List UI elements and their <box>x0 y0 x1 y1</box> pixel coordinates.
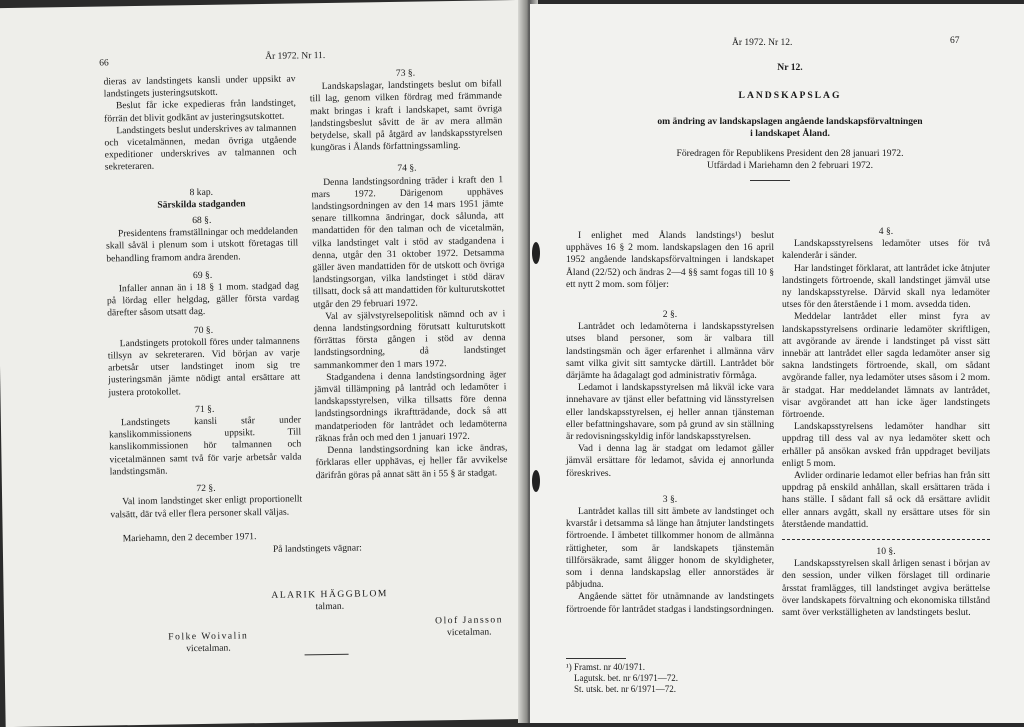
section-2-p1: Lantrådet och ledamöterna i landskapsstyrelsen utses bland personer, som är valbara till landstingsmän och äger erfarenhet i allmänna värv samt vilka givit sitt samtycke därtill. Lantrådet bör därjämte ha ådagalagt god administrativ förmåga. <box>566 321 774 382</box>
section-69-text: Infaller annan än i 18 § 1 mom. stadgad dag på lördag eller helgdag, gäller första vardag därefter såsom utsatt dag. <box>106 280 300 319</box>
section-4-p3: Meddelar lantrådet eller minst fyra av landskapsstyrelsens ordinarie ledamöter skriftligen, att avgörande av ärende i landstinget på visst sätt innebär att lantrådet eller sagda ledamöter anser sig sakna landstingets förtroende, skall, om sådant avgörande faller, nya ledamöter utses såsom i 2 mom. är stadgat. Har meddelandet lämnats av lantrådet, visar avgörandet att han icke äger landstingets förtroende. <box>782 311 990 421</box>
paragraph: dieras av landstingets kansli under uppsikt av landstingets justeringsutskott. <box>103 73 296 100</box>
left-column-2 <box>309 66 507 482</box>
section-74-p3: Stadgandena i denna landstingsordning äger jämväl tillämpning på lantråd och ledamöter i landskapsstyrelsen, vilka tillsatts före denna landstingsordnings ikraftträdande, dock så att mandatperioden för lantrådet och ledamöterna räknas från och med den 1 januari 1972. <box>314 369 508 445</box>
title-rule <box>750 180 790 181</box>
section-72: 72 §. <box>196 482 216 495</box>
footnotes <box>566 662 774 695</box>
intro-text: I enlighet med Ålands landstings¹) beslut upphäves 16 § 2 mom. landskapslagen den 16 april 1952 angående landskapsförvaltningen i landskapet Åland (22/52) och ändras 2—4 §§ samt fogas till 10 § ett nytt 2 mom. som följer: <box>566 230 774 290</box>
chapter-number: 8 kap. <box>189 186 214 198</box>
section-10: 10 §. <box>876 546 896 558</box>
left-column-1 <box>103 73 302 545</box>
act-number: Nr 12. <box>777 62 803 73</box>
act-subtitle-line-2: i landskapet Åland. <box>750 128 830 139</box>
act-title: LANDSKAPSLAG <box>738 90 842 101</box>
section-72-text: Val inom landstinget sker enligt proportionellt valsätt, där två eller flera personer skall väljas. <box>110 493 303 520</box>
issued-date: Utfärdad i Mariehamn den 2 februari 1972. <box>707 160 873 171</box>
section-10-text: Landskapsstyrelsen skall årligen senast i början av den session, under vilken förslaget till ordinarie årsstat framlägges, till landstinget avgiva berättelse över landskapets förvaltning och ekonomiska tillstånd samt över verkställigheten av landstingets beslut. <box>782 558 990 619</box>
right-page-number: 67 <box>950 36 960 46</box>
section-74-p1: Denna landstingsordning träder i kraft den 1 mars 1972. Därigenom upphäves landstingsordningen av den 14 mars 1951 jämte senare tillkomna ändringar, dock sålunda, att mandattiden för den talman och de vicetalmän, vilka landstinget valt i stöd av stadgandena i denna, utgår den 31 oktober 1972. Detsamma gäller även mandattiden för de utskott och övriga landstingsorgan, vilka landstinget i stöd därav tillsatt, dock så att mandattiden för kulturutskottet utgår den 29 februari 1972. <box>311 173 505 310</box>
section-4-p2: Har landstinget förklarat, att lantrådet icke åtnjuter landstingets förtroende, skall landstinget jämväl utse ny landskapsstyrelse. Därvid skall nya ledamöter utses för den återstående i 1 mom. avsedda tiden. <box>782 262 990 311</box>
section-3-p2: Angående sättet för utnämnande av landstingets förtroende för lantrådet stadgas i landstingsordningen. <box>566 591 774 615</box>
vice-speaker-1-name: Folke Woivalin <box>168 630 249 643</box>
paragraph: Beslut får icke expedieras från landstinget, förrän det blivit godkänt av justeringsutskottet. <box>104 97 297 125</box>
footnote-1: ¹) Framst. nr 40/1971. <box>566 662 645 672</box>
section-2-p2: Ledamot i landskapsstyrelsen må likväl icke vara innehavare av tjänst eller befattning vid länsstyrelsen eller landskapsstyrelsen, ej heller annan tjänsteman eller befattningshavare, som på grund av sin ställning är redovisningsskyldig inför landskapsstyrelsen. <box>566 382 774 443</box>
left-page-header: År 1972. Nr 11. <box>265 51 326 62</box>
section-2-p3: Vad i denna lag är stadgat om ledamot gäller jämväl ersättare för ledamot, såvida ej annorlunda föreskrives. <box>566 443 774 479</box>
footnote-rule <box>566 658 626 659</box>
section-74-p2: Val av självstyrelsepolitisk nämnd och av i denna landstingsordning förutsatt kulturutskott förrättas första gången i stöd av denna landstingsordning, då landstinget sammankommer den 1 mars 1972. <box>313 308 506 371</box>
section-4-p5: Avlider ordinarie ledamot eller befrias han från sitt uppdrag på enskild anhållan, skall ersättaren träda i hans ställe. I sådant fall så ock då ersättare avlidit eller annars avgått, skall ny ersättare utses för sin återstående mandattid. <box>782 470 990 530</box>
section-74-p4: Denna landstingsordning kan icke ändras, förklaras eller upphävas, ej heller får avvikelse därifrån göras på annat sätt än i 55 § är stadgat. <box>315 442 508 481</box>
section-2: 2 §. <box>662 309 678 321</box>
section-71: 71 §. <box>195 403 215 415</box>
section-71-text: Landstingets kansli står under kanslikommissionens uppsikt. Till kanslikommissionen hör talmannen och vicetalmännen samt två för varje arbetsår valda landstingsmän. <box>109 414 302 478</box>
chapter-title: Särskilda stadganden <box>157 198 246 211</box>
right-column-1 <box>566 230 774 616</box>
omission-rule <box>782 539 990 540</box>
section-69: 69 §. <box>192 269 213 281</box>
section-73-text: Landskapslagar, landstingets beslut om bifall till lag, genom vilken fördrag med främmande makt bringas i kraft i landskapet, samt övriga landstingsbeslut såvitt de är av mera allmän betydelse, skall på åtgärd av landskapsstyrelsen kungöras i Ålands författningssamling. <box>309 78 503 154</box>
speaker-name: ALARIK HÄGGBLOM <box>271 588 388 601</box>
end-rule <box>305 654 349 656</box>
on-behalf-label: På landstingets vägnar: <box>272 542 362 555</box>
section-73: 73 §. <box>395 67 416 79</box>
footnote-2: Lagutsk. bet. nr 6/1971—72. <box>574 673 678 683</box>
place-date: Mariehamn, den 2 december 1971. <box>122 530 257 544</box>
section-3: 3 §. <box>662 493 678 505</box>
section-70: 70 §. <box>193 324 214 336</box>
section-70-text: Landstingets protokoll föres under talmannens tillsyn av sekreteraren. Vid början av varje arbetsår utser landstinget inom sig tre justeringsmän jämte nödigt antal ersättare att justera protokollet. <box>107 335 301 399</box>
vice-speaker-2-title: vicetalman. <box>446 626 492 639</box>
left-page-number: 66 <box>99 58 109 69</box>
section-4-p1: Landskapsstyrelsens ledamöter utses för två kalenderår i sänder. <box>782 238 990 262</box>
section-68-text: Presidentens framställningar och meddelanden skall såväl i plenum som i utskott företagas till behandling framom andra ärenden. <box>106 225 299 265</box>
punch-hole <box>532 242 540 264</box>
vice-speaker-2-name: Olof Jansson <box>435 614 504 627</box>
section-4-p4: Landskapsstyrelsens ledamöter handhar sitt uppdrag till dess val av nya ledamöter skett och erhåller på ansökan avsked från uppdraget beviljats enligt 5 mom. <box>782 421 990 469</box>
speaker-title: talman. <box>315 600 345 613</box>
right-page-header: År 1972. Nr 12. <box>732 38 793 48</box>
vice-speaker-1-title: vicetalman. <box>186 642 231 655</box>
presented-date: Föredragen för Republikens President den 28 januari 1972. <box>676 148 904 159</box>
punch-hole <box>532 470 540 492</box>
paragraph: Landstingets beslut underskrives av talmannen och vicetalmännen, medan övriga utgående expeditioner underskrives av talmannen och sekreteraren. <box>104 122 297 173</box>
section-68: 68 §. <box>192 214 212 227</box>
section-3-p1: Lantrådet kallas till sitt ämbete av landstinget och kvarstår i detsamma så länge han åtnjuter landstingets förtroende. I ämbetet tillkommer honom de allmänna rättigheter, som är landskapets tjänstemän tillförsäkrade, samt åligger honom de skyldigheter, som i denna landskapslag eller annorstädes är påbjudna. <box>566 506 774 591</box>
right-page <box>530 4 1024 723</box>
section-4: 4 §. <box>878 226 894 237</box>
section-74: 74 §. <box>397 163 417 175</box>
footnote-3: St. utsk. bet. nr 6/1971—72. <box>574 684 677 694</box>
act-subtitle-line-1: om ändring av landskapslagen angående landskapsförvaltningen <box>657 116 923 127</box>
right-column-2 <box>782 226 990 619</box>
